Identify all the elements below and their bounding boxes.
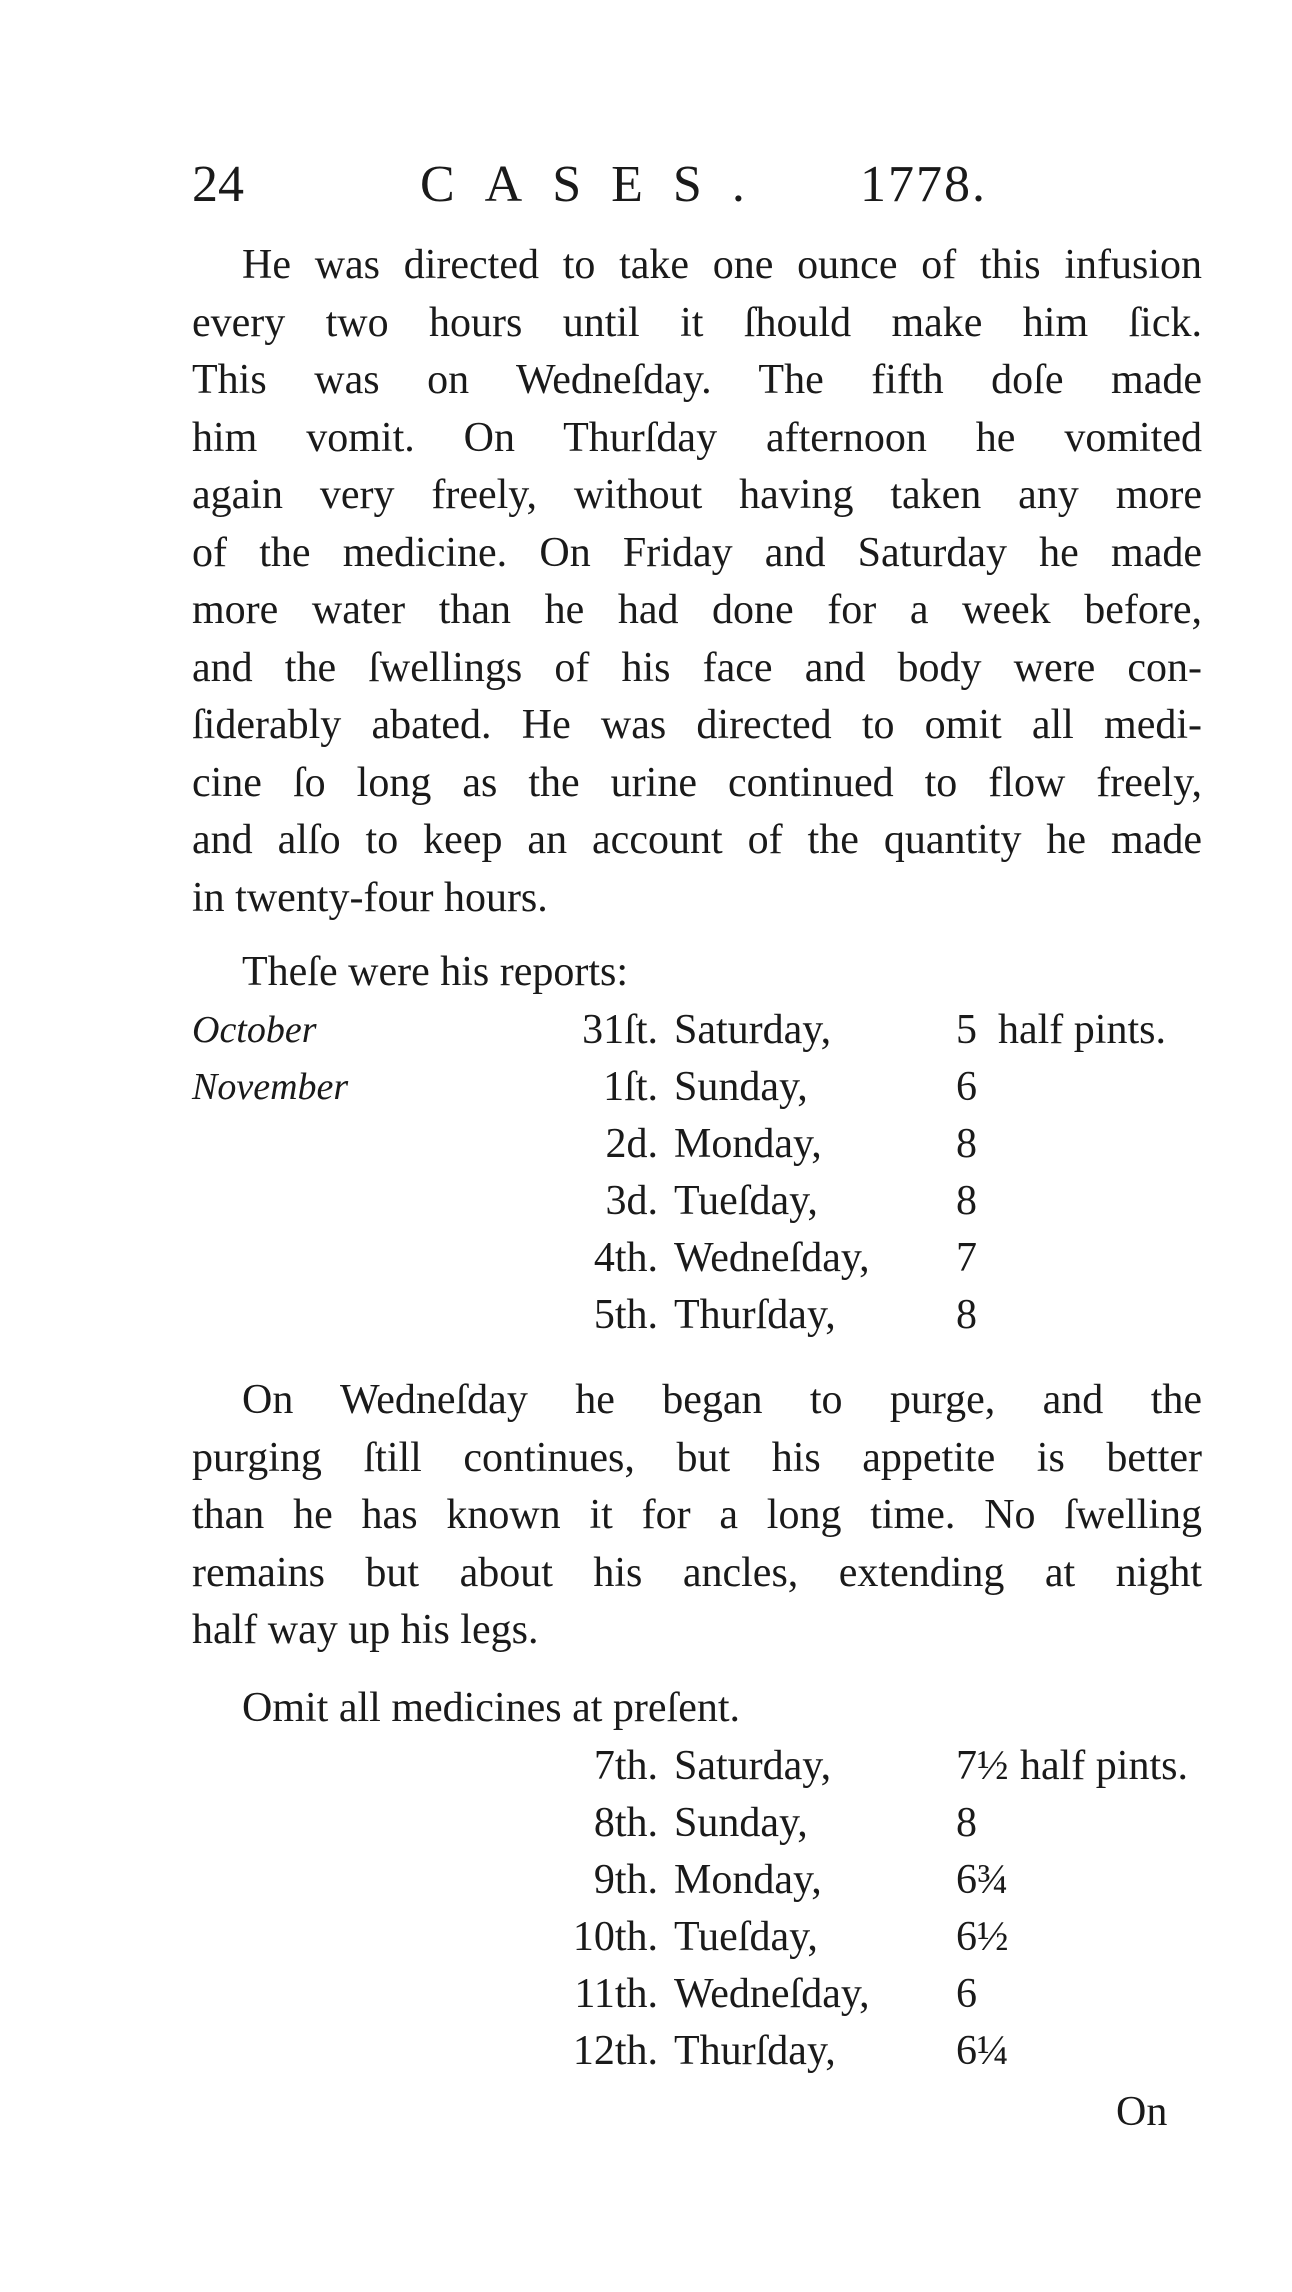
report-quantity: 7½ <box>956 1743 1009 1789</box>
report-unit: half pints. <box>998 1007 1166 1053</box>
text-line: On Wedneſday he began to purge, and the <box>242 1377 1202 1423</box>
report-quantity: 6½ <box>956 1914 1009 1960</box>
text-line: more water than he had done for a week before, <box>192 587 1202 633</box>
report-row <box>192 1966 1092 2023</box>
report-day: Monday, <box>674 1121 822 1167</box>
report-month: October <box>192 1009 317 1051</box>
report-date: 8th. <box>593 1800 658 1846</box>
report-day: Tueſday, <box>674 1914 818 1960</box>
report-month: November <box>192 1066 349 1108</box>
text-line: him vomit. On Thurſday afternoon he vomited <box>192 414 1202 461</box>
report-date: 4th. <box>593 1235 658 1281</box>
report-quantity: 7 <box>956 1235 977 1281</box>
report-quantity: 6 <box>956 1971 977 2017</box>
report-day: Thurſday, <box>674 1292 836 1338</box>
text-line: again very freely, without having taken any more <box>192 472 1202 518</box>
report-date: 3d. <box>605 1178 658 1224</box>
page-number: 24 <box>192 156 244 213</box>
report-day: Saturday, <box>674 1007 832 1053</box>
text-line: than he has known it for a long time. No ſwelling <box>192 1492 1202 1538</box>
report-date: 1ſt. <box>603 1064 658 1110</box>
report-quantity: 6¼ <box>956 2028 1009 2074</box>
report-row <box>192 1116 1092 1173</box>
text-line: purging ſtill continues, but his appetite is better <box>192 1434 1202 1481</box>
report-day: Sunday, <box>674 1064 808 1110</box>
text-line: This was on Wedneſday. The fifth doſe made <box>192 357 1202 403</box>
report-quantity: 8 <box>956 1800 977 1846</box>
reports-intro: Theſe were his reports: <box>242 949 629 995</box>
report-quantity: 8 <box>956 1292 977 1338</box>
report-row <box>192 1002 1166 1059</box>
report-row <box>192 2023 1092 2080</box>
running-year: 1778. <box>860 156 987 213</box>
report-row <box>192 1287 1092 1344</box>
report-quantity: 8 <box>956 1178 977 1224</box>
report-row <box>192 1738 1188 1795</box>
reports-table-2 <box>192 1738 1188 2080</box>
report-date: 10th. <box>572 1914 658 1960</box>
report-date: 9th. <box>593 1857 658 1903</box>
report-date: 11th. <box>574 1971 658 2017</box>
report-day: Thurſday, <box>674 2028 836 2074</box>
report-day: Wedneſday, <box>674 1235 870 1281</box>
text-line: half way up his legs. <box>192 1607 539 1653</box>
text-line: cine ſo long as the urine continued to flow freely, <box>192 759 1202 806</box>
report-unit: half pints. <box>1020 1743 1188 1789</box>
running-head <box>192 150 1202 220</box>
report-date: 5th. <box>593 1292 658 1338</box>
paragraph-1 <box>192 237 1202 927</box>
report-quantity: 8 <box>956 1121 977 1167</box>
text-line: and the ſwellings of his face and body were con- <box>192 644 1202 691</box>
report-row <box>192 1059 1092 1116</box>
report-row <box>192 1173 1092 1230</box>
text-line: ſiderably abated. He was directed to omit all medi- <box>192 702 1202 748</box>
report-quantity: 6¾ <box>956 1857 1009 1903</box>
omit-note: Omit all medicines at preſent. <box>242 1685 741 1731</box>
paragraph-2 <box>192 1372 1202 1660</box>
report-day: Wedneſday, <box>674 1971 870 2017</box>
report-date: 12th. <box>572 2028 658 2074</box>
report-day: Sunday, <box>674 1800 808 1846</box>
reports-table-1 <box>192 1002 1166 1344</box>
text-line: in twenty-four hours. <box>192 874 548 921</box>
text-line: of the medicine. On Friday and Saturday he made <box>192 529 1202 576</box>
report-row <box>192 1852 1092 1909</box>
report-date: 2d. <box>605 1121 658 1167</box>
report-row <box>192 1909 1092 1966</box>
report-quantity: 5 <box>956 1007 977 1053</box>
report-row <box>192 1230 1092 1287</box>
report-date: 7th. <box>593 1743 658 1789</box>
text-line: He was directed to take one ounce of this infusion <box>242 242 1202 288</box>
text-line: remains but about his ancles, extending at night <box>192 1549 1202 1596</box>
text-line: every two hours until it ſhould make him ſick. <box>192 299 1202 346</box>
report-date: 31ſt. <box>582 1007 658 1053</box>
report-day: Saturday, <box>674 1743 832 1789</box>
text-line: and alſo to keep an account of the quantity he made <box>192 817 1202 863</box>
report-quantity: 6 <box>956 1064 977 1110</box>
report-day: Tueſday, <box>674 1178 818 1224</box>
running-title: CASES. <box>420 156 775 213</box>
report-day: Monday, <box>674 1857 822 1903</box>
report-row <box>192 1795 1092 1852</box>
catchword: On <box>1116 2089 1168 2135</box>
